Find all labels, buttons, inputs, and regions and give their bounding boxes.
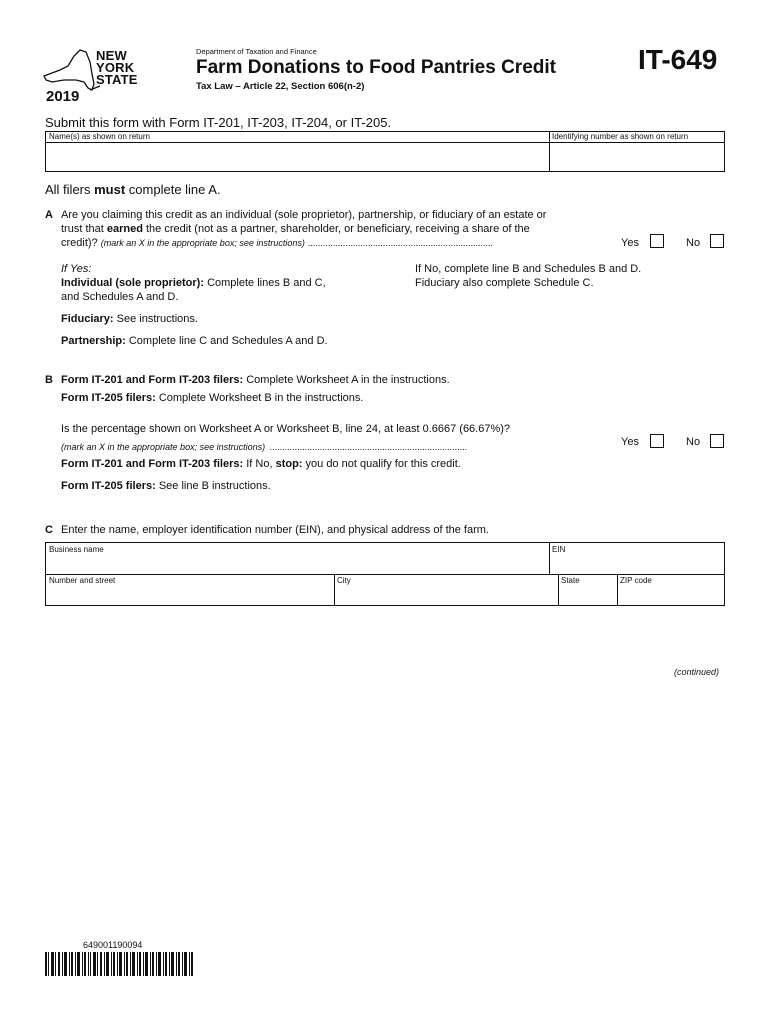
business-name-label: Business name [49,545,104,554]
street-field[interactable] [46,574,335,605]
barcode-number: 649001190094 [83,940,143,950]
if-yes-label [61,263,91,275]
line-a-letter: A [45,209,53,221]
line-b-l4-text: See line B instructions. [155,480,271,492]
submit-instruction: Submit this form with Form IT-201, IT-203, IT-204, or IT-205. [45,115,392,130]
zip-field[interactable] [617,574,724,605]
all-filers-post: complete line A. [125,182,221,197]
state-label: State [561,576,580,585]
state-line-3: STATE [96,72,138,87]
individual-text-2: and Schedules A and D. [61,291,179,303]
line-b-text-2 [61,392,363,404]
line-b-note-row [61,437,467,455]
line-a-yes-label: Yes [621,237,639,249]
individual-text [61,277,326,289]
individual-bold: Individual (sole proprietor): [61,277,205,289]
line-c-letter: C [45,524,53,536]
all-filers-pre: All filers [45,182,95,197]
individual-text-1: Complete lines B and C, [204,277,326,289]
id-number-field[interactable] [549,132,724,171]
ein-field[interactable] [549,543,724,575]
ein-label: EIN [552,545,566,554]
if-no-text-2: Fiduciary also complete Schedule C. [415,277,594,289]
line-b-no-label: No [686,436,701,448]
line-b-l3-bold: Form IT-201 and Form IT-203 filers: [61,458,244,470]
line-b-stop: stop: [275,458,303,470]
line-b-dots: ............................................................................... [269,442,468,452]
name-field[interactable] [46,132,550,171]
line-b-no-checkbox[interactable] [710,434,724,448]
form-number: IT-649 [638,44,718,75]
line-a-credit: credit)? [61,237,98,249]
line-b-l3-a: If No, [243,458,276,470]
zip-label: ZIP code [620,576,652,585]
line-a-no-label: No [686,237,701,249]
if-no-text-1: If No, complete line B and Schedules B and D. [415,263,642,275]
line-b-l1-text: Complete Worksheet A in the instructions. [243,374,450,386]
fiduciary-bold: Fiduciary: [61,313,114,325]
line-b-l4-bold: Form IT-205 filers: [61,480,156,492]
line-b-text-1 [61,374,450,386]
all-filers-text [45,182,221,197]
state-name [96,50,138,86]
farm-address-box [45,542,725,606]
name-field-label: Name(s) as shown on return [49,132,150,141]
line-a-text-1: Are you claiming this credit as an individual (sole proprietor), partnership, or fiduciary of an estate or [61,209,547,221]
line-a-dots: .......................................................................... [307,238,493,248]
line-c-text: Enter the name, employer identification number (EIN), and physical address of the farm. [61,524,489,536]
continued-note: (continued) [674,667,720,677]
line-a-text-2-pre: trust that [61,223,107,235]
line-a-yes-checkbox[interactable] [650,234,664,248]
line-b-l2-bold: Form IT-205 filers: [61,392,156,404]
line-a-text-2-post: the credit (not as a partner, shareholder, or beneficiary, receiving a share of the [142,223,530,235]
partnership-rest: Complete line C and Schedules A and D. [125,335,328,347]
state-line-1: NEW [96,48,127,63]
line-a-no-checkbox[interactable] [710,234,724,248]
state-field[interactable] [558,574,618,605]
line-a-text-2 [61,223,530,235]
line-b-yes-label: Yes [621,436,639,448]
line-b-question: Is the percentage shown on Worksheet A or Worksheet B, line 24, at least 0.6667 (66.67%)? [61,423,511,435]
form-title: Farm Donations to Food Pantries Credit [196,57,556,78]
all-filers-bold: must [94,182,126,197]
if-yes-text: If Yes: [61,263,92,275]
nys-logo [40,44,140,104]
line-b-l2-text: Complete Worksheet B in the instructions. [155,392,364,404]
line-b-l1-bold: Form IT-201 and Form IT-203 filers: [61,374,244,386]
line-a-text-3 [61,237,493,249]
line-a-note: (mark an X in the appropriate box; see instructions) [100,238,305,248]
line-b-letter: B [45,374,53,386]
id-field-label: Identifying number as shown on return [552,132,689,141]
street-label: Number and street [49,576,116,585]
city-field[interactable] [334,574,559,605]
line-a-earned: earned [106,223,143,235]
business-name-field[interactable] [46,543,550,575]
tax-year: 2019 [46,88,80,105]
line-b-text-3 [61,458,461,470]
city-label: City [337,576,351,585]
partnership-text [61,335,328,347]
form-subtitle: Tax Law – Article 22, Section 606(n-2) [196,81,365,92]
barcode-icon [45,952,195,976]
state-line-2: YORK [96,60,135,75]
fiduciary-rest: See instructions. [113,313,198,325]
line-b-l3-b: you do not qualify for this credit. [302,458,461,470]
line-b-note: (mark an X in the appropriate box; see instructions) [61,442,266,452]
partnership-bold: Partnership: [61,335,126,347]
fiduciary-text [61,313,198,325]
line-b-text-4 [61,480,271,492]
line-b-yes-checkbox[interactable] [650,434,664,448]
department: Department of Taxation and Finance [196,47,317,56]
name-id-box [45,131,725,172]
